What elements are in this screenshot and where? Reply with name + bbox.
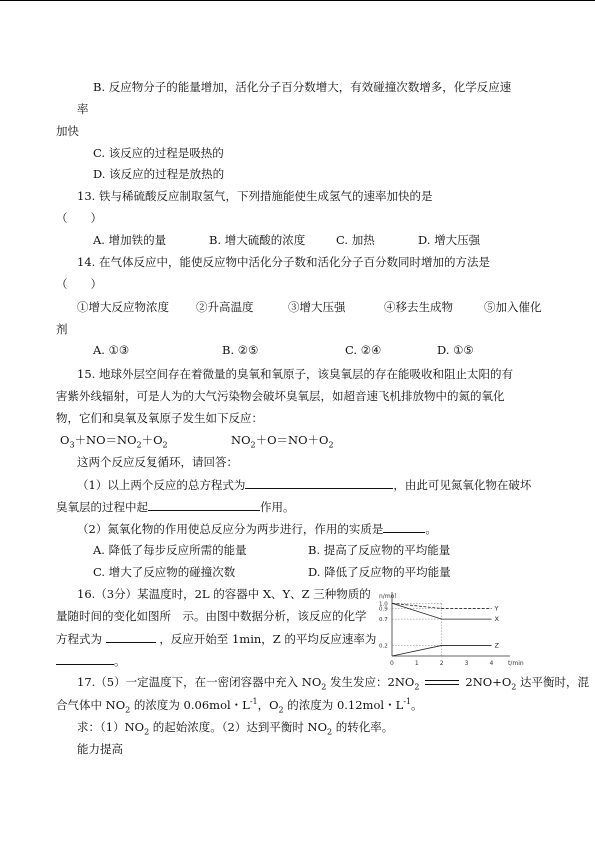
q17-line2: 合气体中 $NO_2$ 的浓度为 0.06mol・$L^{-1}$，$O_2$ 的浓度为 0.12mol・$L^{-1}$。 <box>56 697 423 715</box>
series-label-y: Y <box>494 604 499 613</box>
q14-item-5: ⑤加入催化 <box>484 300 542 314</box>
q15-line3: 物，它们和臭氧及氧原子发生如下反应： <box>56 411 263 425</box>
answer-blank[interactable] <box>106 630 156 643</box>
x-tick-label: 3 <box>464 660 469 667</box>
option-c: C. 该反应的过程是吸热的 <box>93 146 224 160</box>
answer-blank[interactable] <box>383 520 425 533</box>
q15-option-d: D. 降低了反应物的平均能量 <box>308 565 451 579</box>
q15-equation-2: $NO_2+O=NO+O_2$ <box>231 433 334 450</box>
q15-line4: 这两个反应反复循环，请回答： <box>77 455 238 469</box>
q14-option-d: D. ①⑤ <box>437 343 474 357</box>
q17-line1: 17.（5）一定温度下，在一密闭容器中充入 $NO_2$ 发生发应：$2NO_2$ $2NO+O_2$ 达平衡时，混 <box>77 675 590 692</box>
option-b-line1: B. 反应物分子的能量增加，活化分子百分数增大，有效碰撞次数增多，化学反应速 <box>93 80 512 94</box>
answer-blank[interactable] <box>148 498 260 511</box>
q17-line3: 求：$(1)NO_2$ 的起始浓度。（2）达到平衡时 $NO_2$ 的转化率。 <box>77 720 394 737</box>
q16-line1: 16.（3分）某温度时，2L 的容器中 X、Y、Z 三种物质的 <box>77 587 371 601</box>
q15-option-b: B. 提高了反应物的平均能量 <box>308 543 451 557</box>
x-axis-label: t/min <box>508 660 524 667</box>
section-heading-ability: 能力提高 <box>77 742 123 756</box>
option-b-line3: 加快 <box>56 124 79 138</box>
y-tick-label: 0.9 <box>379 606 388 613</box>
q15-sub1-line1: （1）以上两个反应的总方程式为 ，由此可见氮氧化物在破坏 <box>77 478 532 492</box>
y-tick-label: 0.7 <box>379 617 388 624</box>
option-b-line2: 率 <box>77 102 89 116</box>
answer-blank[interactable] <box>245 476 393 489</box>
equilibrium-arrow-icon <box>425 678 459 688</box>
q13-paren: （ ） <box>56 211 102 225</box>
x-tick-label: 4 <box>489 660 494 667</box>
x-tick-label: 2 <box>439 660 444 667</box>
x-tick-label: 1 <box>414 660 419 667</box>
q14-stem: 14. 在气体反应中，能使反应物中活化分子数和活化分子百分数同时增加的方法是 <box>77 255 490 269</box>
q16-line3: 方程式为 ，反应开始至 1min，Z 的平均反应速率为 <box>56 632 377 646</box>
q15-line2: 害紫外线辐射，可是人为的大气污染物会破坏臭氧层，如超音速飞机排放物中的氮的氧化 <box>56 389 505 403</box>
q16-line4: 。 <box>56 652 126 669</box>
q13-option-c: C. 加热 <box>336 233 375 247</box>
q15-option-c: C. 增大了反应物的碰撞次数 <box>93 565 236 579</box>
series-line-z <box>392 645 492 656</box>
q14-option-a: A. ①③ <box>93 343 130 357</box>
q14-item-4: ④移去生成物 <box>384 300 453 314</box>
q16-line-chart <box>378 590 546 668</box>
q13-option-a: A. 增加铁的量 <box>93 233 167 247</box>
q14-option-b: B. ②⑤ <box>222 343 259 357</box>
x-tick-label: 0 <box>390 660 394 667</box>
q14-items-tail: 剂 <box>56 322 68 336</box>
q16-line2: 量随时间的变化如图所 示。由图中数据分析，该反应的化学 <box>56 609 367 623</box>
option-d: D. 该反应的过程是放热的 <box>93 167 225 181</box>
q13-option-b: B. 增大硫酸的浓度 <box>209 233 306 247</box>
y-axis-label: n/mol <box>379 593 397 600</box>
q15-option-a: A. 降低了每步反应所需的能量 <box>93 543 247 557</box>
q14-paren: （ ） <box>56 277 102 291</box>
page-top-rule <box>0 0 595 1</box>
q14-option-c: C. ②④ <box>345 343 382 357</box>
q14-item-3: ③增大压强 <box>288 300 346 314</box>
y-tick-label: 0.2 <box>379 643 388 650</box>
q14-item-2: ②升高温度 <box>196 300 254 314</box>
series-label-x: X <box>494 615 500 624</box>
q13-stem: 13. 铁与稀硫酸反应制取氢气，下列措施能使生成氢气的速率加快的是 <box>77 189 433 203</box>
q14-item-1: ①增大反应物浓度 <box>77 300 169 314</box>
q15-equation-1: $O_3+NO=NO_2+O_2$ <box>60 433 168 450</box>
y-tick-label: 1.0 <box>379 601 388 608</box>
answer-blank[interactable] <box>56 652 114 665</box>
series-label-z: Z <box>494 641 500 650</box>
q13-option-d: D. 增大压强 <box>418 233 481 247</box>
q15-sub2: （2）氮氧化物的作用使总反应分为两步进行，作用的实质是 。 <box>77 522 437 536</box>
q15-line1: 15. 地球外层空间存在着微量的臭氧和氧原子，该臭氧层的存在能吸收和阻止太阳的有 <box>77 367 513 381</box>
q15-sub1-line2: 臭氧层的过程中起 作用。 <box>56 500 295 514</box>
